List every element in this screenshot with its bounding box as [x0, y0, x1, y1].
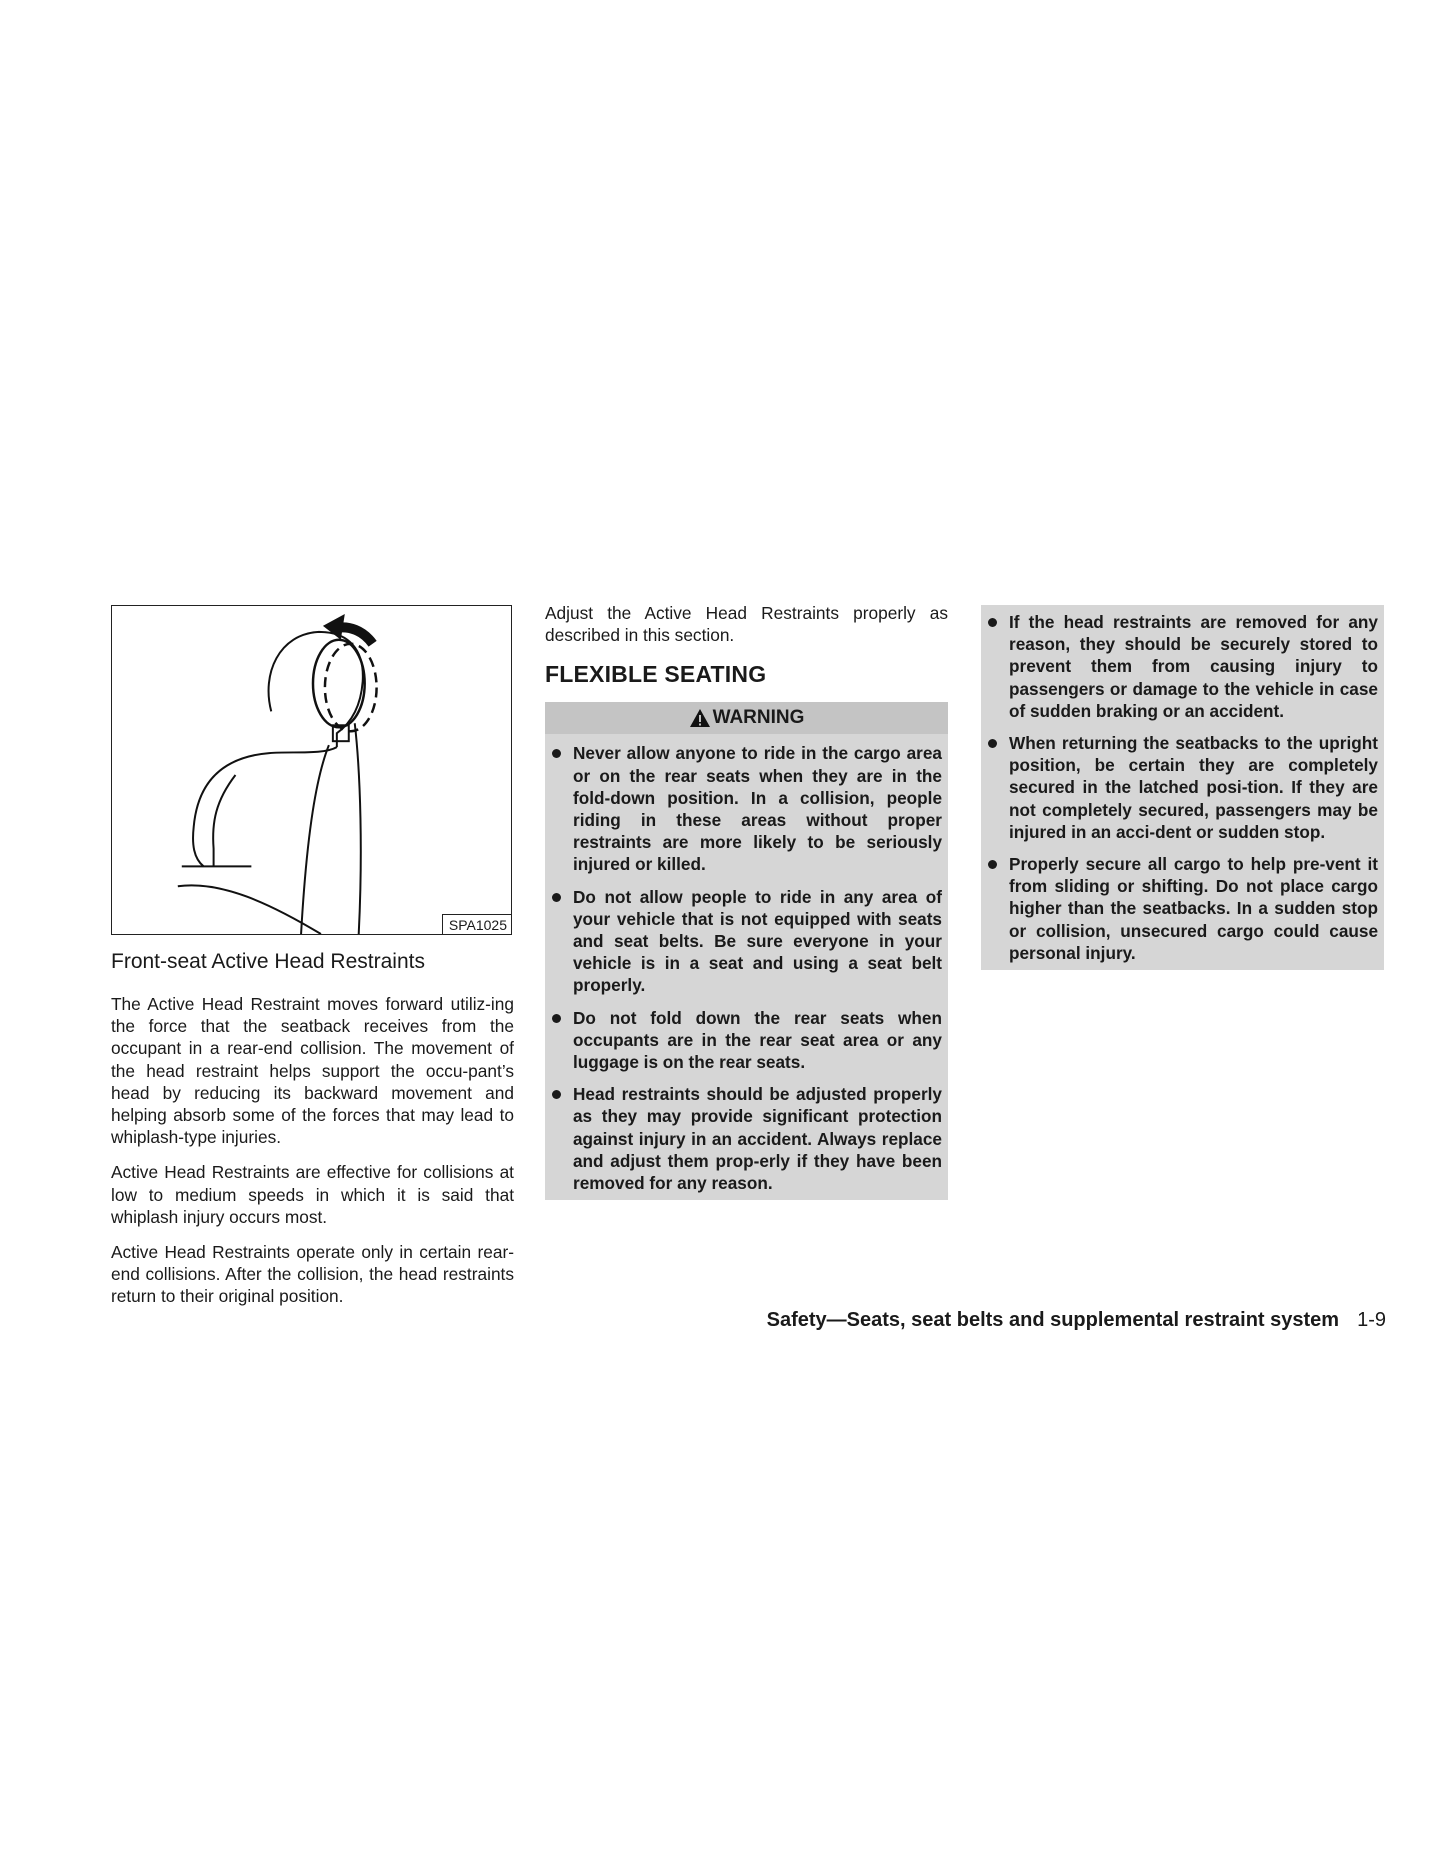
- head-restraint-illustration: [112, 606, 511, 934]
- warning-text: If the head restraints are removed for any reason, they should be securely stored to prevent them from causing injury to passengers or damage to the vehicle in case of sudden braking or an accident.: [1009, 612, 1378, 721]
- warning-triangle-icon: [689, 708, 711, 728]
- warning-item: [551, 742, 942, 875]
- warning-label: WARNING: [712, 707, 805, 729]
- occupant-torso-outline: [193, 747, 337, 866]
- bullet-icon: [988, 860, 997, 869]
- warning-text: Properly secure all cargo to help pre-vent it from sliding or shifting. Do not place cargo higher than the seatbacks. In a sudden stop or collision, unsecured cargo could cause personal injury.: [1009, 854, 1378, 963]
- middle-column: [545, 605, 948, 1200]
- warning-box: [545, 702, 948, 1200]
- paragraph-3: Active Head Restraints operate only in certain rear-end collisions. After the collision, the head restraints return to their original position.: [111, 1242, 514, 1307]
- left-column: [111, 605, 514, 1321]
- bullet-icon: [552, 1090, 561, 1099]
- warning-box-continued: [981, 605, 1384, 970]
- bullet-icon: [552, 1014, 561, 1023]
- head-restraint-figure: [111, 605, 512, 935]
- page-number: 1-9: [1357, 1309, 1386, 1331]
- warning-item: [987, 732, 1378, 843]
- bullet-icon: [552, 893, 561, 902]
- head-restraint-outline: [313, 640, 365, 727]
- warning-item: [551, 886, 942, 997]
- subheading-active-head-restraints: Front-seat Active Head Restraints: [111, 950, 425, 973]
- warning-item: [551, 1083, 942, 1194]
- seatback-outline: [301, 723, 361, 934]
- warning-item: [987, 611, 1378, 722]
- figure-code: SPA1025: [442, 914, 511, 934]
- bullet-icon: [988, 739, 997, 748]
- warning-item: [987, 853, 1378, 964]
- warning-list-continued: [987, 611, 1378, 964]
- page-footer: [560, 1308, 1386, 1332]
- intro-paragraph: Adjust the Active Head Restraints properly as described in this section.: [545, 603, 948, 646]
- occupant-arm-outline: [213, 775, 235, 866]
- warning-text: Do not allow people to ride in any area of your vehicle that is not equipped with seats and seat belts. Be sure everyone in your vehicle is in a seat and using a seat belt properly.: [573, 886, 942, 996]
- occupant-lap-outline: [178, 885, 321, 934]
- warning-text: Head restraints should be adjusted properly as they may provide significant protection against injury in an accident. Always replace and adjust them prop-erly if they have been removed for any reason.: [573, 1084, 942, 1194]
- warning-header: [545, 702, 948, 734]
- right-column: [981, 605, 1384, 970]
- footer-section-title: Safety—Seats, seat belts and supplemental restraint system: [766, 1309, 1340, 1331]
- warning-text: When returning the seatbacks to the upright position, be certain they are completely secured in the latched posi-tion. If they are not completely secured, passengers may be injured in an acci-dent or sudden stop.: [1009, 733, 1378, 842]
- paragraph-2: Active Head Restraints are effective for collisions at low to medium speeds in which it is said that whiplash injury occurs most.: [111, 1162, 514, 1227]
- paragraph-1: The Active Head Restraint moves forward utiliz-ing the force that the seatback receives from the occupant in a rear-end collision. The movement of the head restraint helps support the occu-pant’s head by reducing its backward movement and helping absorb some of the forces that may lead to whiplash-type injuries.: [111, 994, 514, 1148]
- warning-list: [551, 742, 942, 1194]
- warning-text: Never allow anyone to ride in the cargo area or on the rear seats when they are in the fold-down position. In a collision, people riding in these areas without proper restraints are more likely to be seriously injured or killed.: [573, 743, 942, 875]
- section-title: FLEXIBLE SEATING: [545, 661, 767, 688]
- warning-item: [551, 1007, 942, 1074]
- warning-text: Do not fold down the rear seats when occupants are in the rear seat area or any luggage is on the rear seats.: [573, 1007, 942, 1073]
- bullet-icon: [988, 618, 997, 627]
- bullet-icon: [552, 749, 561, 758]
